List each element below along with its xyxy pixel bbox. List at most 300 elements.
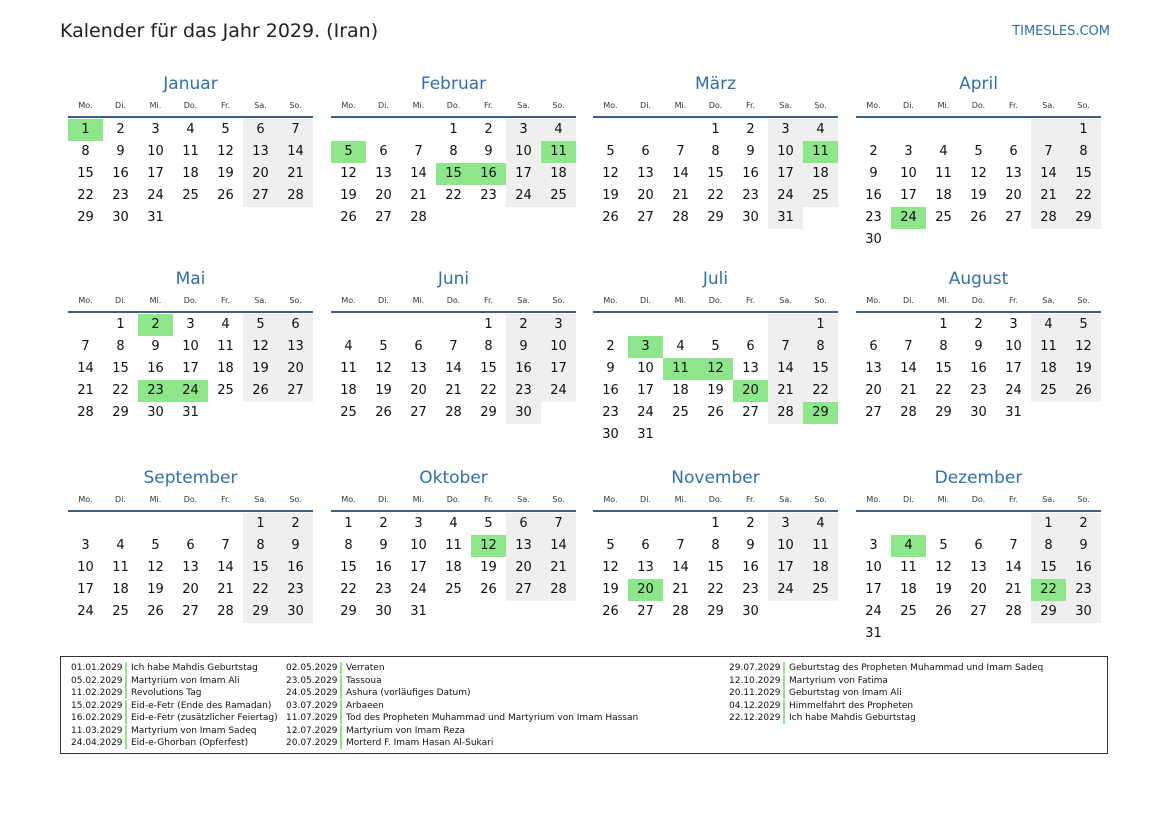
- day-cell: 18: [541, 163, 576, 185]
- day-cell: 18: [112, 582, 129, 597]
- day-cell: 27: [1005, 210, 1022, 225]
- day-cell: 21: [1005, 582, 1022, 597]
- day-cell: 27: [506, 579, 541, 601]
- day-cell: 5: [1066, 314, 1101, 336]
- empty-cell: [663, 314, 698, 336]
- day-cell: 28: [541, 579, 576, 601]
- day-cell: 2: [278, 513, 313, 535]
- legend-date: 15.02.2029: [71, 700, 127, 712]
- day-cell: 18: [935, 188, 952, 203]
- day-cell: 2: [869, 144, 878, 159]
- day-cell: 13: [865, 361, 882, 376]
- day-cell: 4: [344, 339, 353, 354]
- day-cell: 25: [112, 604, 129, 619]
- weekday-header: [331, 291, 576, 313]
- weekday-label: Di.: [115, 495, 126, 504]
- day-cell: 31: [410, 604, 427, 619]
- day-cell: 2: [746, 122, 755, 137]
- weekday-label: So.: [552, 495, 565, 504]
- legend-date: 12.07.2029: [286, 725, 342, 737]
- day-cell: 6: [506, 513, 541, 535]
- day-cell: 1: [484, 317, 493, 332]
- day-cell: 18: [803, 557, 838, 579]
- empty-cell: [961, 119, 996, 141]
- day-cell: 20: [375, 188, 392, 203]
- legend-item: [286, 737, 638, 750]
- empty-cell: [663, 119, 698, 141]
- day-cell: 11: [217, 339, 234, 354]
- day-cell: 20: [182, 582, 199, 597]
- weekday-label: Mi.: [149, 296, 162, 305]
- day-cell: 22: [803, 380, 838, 402]
- legend-holiday-name: Tassoua: [346, 675, 382, 686]
- legend-holiday-name: Verraten: [346, 663, 385, 674]
- day-cell: 24: [506, 185, 541, 207]
- weekday-label: Fr.: [483, 101, 494, 110]
- day-cell: 14: [445, 361, 462, 376]
- day-cell: 25: [803, 579, 838, 601]
- day-cell: 23: [112, 188, 129, 203]
- day-cell: 21: [278, 163, 313, 185]
- day-cell: 22: [243, 579, 278, 601]
- day-cell: 6: [1009, 144, 1018, 159]
- day-cell: 14: [77, 361, 94, 376]
- day-cell: 20: [410, 383, 427, 398]
- day-cell: 3: [541, 314, 576, 336]
- day-cell: 9: [116, 144, 125, 159]
- weekday-label: Mi.: [674, 495, 687, 504]
- day-cell: 16: [375, 560, 392, 575]
- day-cell: 19: [480, 560, 497, 575]
- day-cell: 15: [480, 361, 497, 376]
- day-cell: 17: [768, 557, 803, 579]
- day-cell: 14: [541, 535, 576, 557]
- day-cell: 15: [803, 358, 838, 380]
- day-cell: 20: [278, 358, 313, 380]
- month-12: [856, 466, 1101, 645]
- day-cell: 19: [217, 166, 234, 181]
- holiday-day-cell: 4: [891, 535, 926, 557]
- legend-holiday-name: Morterd F. Imam Hasan Al-Sukari: [346, 738, 494, 749]
- legend-holiday-name: Ashura (vorläufiges Datum): [346, 688, 471, 699]
- day-cell: 10: [147, 144, 164, 159]
- day-cell: 21: [77, 383, 94, 398]
- day-cell: 10: [541, 336, 576, 358]
- day-cell: 11: [112, 560, 129, 575]
- weekday-label: Di.: [903, 495, 914, 504]
- month-name: Oktober: [419, 468, 488, 488]
- weekday-label: Di.: [903, 296, 914, 305]
- day-cell: 17: [768, 163, 803, 185]
- weekday-label: Do.: [708, 101, 723, 110]
- day-cell: 25: [340, 405, 357, 420]
- day-grid: [331, 512, 576, 623]
- day-cell: 22: [707, 188, 724, 203]
- month-1: [68, 72, 313, 229]
- legend-holiday-name: Tod des Propheten Muhammad und Martyrium von Imam Hassan: [346, 713, 639, 724]
- day-grid: [593, 512, 838, 623]
- weekday-label: Sa.: [254, 101, 267, 110]
- month-8: [856, 267, 1101, 424]
- legend-date: 24.05.2029: [286, 687, 342, 699]
- day-cell: 27: [278, 380, 313, 402]
- day-cell: 8: [243, 535, 278, 557]
- day-cell: 26: [217, 188, 234, 203]
- day-cell: 18: [445, 560, 462, 575]
- weekday-label: Mo.: [603, 296, 618, 305]
- day-cell: 8: [81, 144, 90, 159]
- day-cell: 8: [803, 336, 838, 358]
- day-cell: 8: [116, 339, 125, 354]
- month-11: [593, 466, 838, 623]
- weekday-label: Do.: [708, 495, 723, 504]
- day-cell: 10: [637, 361, 654, 376]
- day-cell: 9: [1066, 535, 1101, 557]
- day-cell: 31: [147, 210, 164, 225]
- empty-cell: [996, 513, 1031, 535]
- legend-date: 11.07.2029: [286, 712, 342, 724]
- day-cell: 26: [707, 405, 724, 420]
- day-cell: 18: [182, 166, 199, 181]
- day-cell: 6: [974, 538, 983, 553]
- weekday-label: So.: [552, 296, 565, 305]
- day-cell: 19: [340, 188, 357, 203]
- day-cell: 30: [742, 604, 759, 619]
- weekday-label: So.: [289, 101, 302, 110]
- day-cell: 29: [707, 604, 724, 619]
- empty-cell: [593, 314, 628, 336]
- day-cell: 22: [1066, 185, 1101, 207]
- day-cell: 21: [410, 188, 427, 203]
- day-cell: 24: [77, 604, 94, 619]
- day-grid: [593, 313, 838, 446]
- day-cell: 3: [151, 122, 160, 137]
- empty-cell: [856, 513, 891, 535]
- day-cell: 4: [1031, 314, 1066, 336]
- legend-item: [71, 675, 278, 688]
- day-cell: 30: [278, 601, 313, 623]
- day-cell: 17: [1005, 361, 1022, 376]
- day-cell: 1: [243, 513, 278, 535]
- day-cell: 24: [865, 604, 882, 619]
- weekday-label: Fr.: [745, 296, 756, 305]
- day-cell: 26: [602, 604, 619, 619]
- day-cell: 3: [768, 119, 803, 141]
- weekday-label: So.: [814, 296, 827, 305]
- day-cell: 9: [151, 339, 160, 354]
- day-cell: 18: [340, 383, 357, 398]
- month-name: Juli: [702, 269, 729, 289]
- day-cell: 18: [217, 361, 234, 376]
- day-cell: 15: [707, 166, 724, 181]
- day-cell: 19: [970, 188, 987, 203]
- weekday-label: Fr.: [220, 296, 231, 305]
- weekday-label: Fr.: [220, 101, 231, 110]
- day-cell: 15: [243, 557, 278, 579]
- weekday-label: Sa.: [254, 495, 267, 504]
- weekday-label: Do.: [971, 296, 986, 305]
- weekday-label: Mo.: [866, 101, 881, 110]
- day-cell: 5: [974, 144, 983, 159]
- day-cell: 25: [803, 185, 838, 207]
- legend-item: [286, 687, 638, 700]
- day-cell: 13: [970, 560, 987, 575]
- day-cell: 7: [221, 538, 230, 553]
- day-cell: 25: [217, 383, 234, 398]
- weekday-label: Mi.: [937, 101, 950, 110]
- day-cell: 6: [746, 339, 755, 354]
- day-cell: 2: [484, 122, 493, 137]
- empty-cell: [173, 513, 208, 535]
- day-cell: 25: [182, 188, 199, 203]
- month-7: [593, 267, 838, 446]
- weekday-label: Di.: [640, 495, 651, 504]
- day-cell: 16: [970, 361, 987, 376]
- weekday-label: So.: [552, 101, 565, 110]
- legend-holiday-name: Arbaeen: [346, 700, 384, 711]
- weekday-label: Fr.: [1008, 495, 1019, 504]
- day-cell: 23: [375, 582, 392, 597]
- empty-cell: [593, 119, 628, 141]
- weekday-header: [68, 490, 313, 512]
- weekday-label: Mo.: [866, 495, 881, 504]
- empty-cell: [401, 119, 436, 141]
- day-cell: 27: [410, 405, 427, 420]
- legend-item: [729, 662, 1043, 675]
- empty-cell: [996, 119, 1031, 141]
- day-cell: 9: [869, 166, 878, 181]
- day-cell: 10: [506, 141, 541, 163]
- day-cell: 3: [506, 119, 541, 141]
- weekday-label: Sa.: [779, 495, 792, 504]
- legend-date: 01.01.2029: [71, 662, 127, 674]
- day-cell: 26: [147, 604, 164, 619]
- weekday-label: Fr.: [483, 296, 494, 305]
- weekday-header: [68, 96, 313, 118]
- day-cell: 13: [637, 166, 654, 181]
- day-cell: 21: [768, 380, 803, 402]
- day-cell: 12: [970, 166, 987, 181]
- day-cell: 19: [602, 582, 619, 597]
- day-cell: 19: [935, 582, 952, 597]
- legend-date: 29.07.2029: [729, 662, 785, 674]
- legend-date: 05.02.2029: [71, 675, 127, 687]
- page-title: Kalender für das Jahr 2029. (Iran): [60, 20, 379, 42]
- empty-cell: [593, 513, 628, 535]
- day-cell: 11: [340, 361, 357, 376]
- month-10: [331, 466, 576, 623]
- weekday-label: Mo.: [341, 495, 356, 504]
- day-cell: 5: [243, 314, 278, 336]
- holiday-day-cell: 20: [733, 380, 768, 402]
- weekday-label: Mi.: [149, 101, 162, 110]
- day-cell: 26: [602, 210, 619, 225]
- day-cell: 1: [1031, 513, 1066, 535]
- month-5: [68, 267, 313, 424]
- day-cell: 3: [768, 513, 803, 535]
- weekday-label: So.: [1077, 101, 1090, 110]
- day-cell: 2: [606, 339, 615, 354]
- holiday-legend: [60, 656, 1108, 754]
- day-cell: 29: [77, 210, 94, 225]
- day-cell: 24: [1005, 383, 1022, 398]
- weekday-label: Fr.: [745, 101, 756, 110]
- day-grid: [331, 313, 576, 424]
- weekday-label: Sa.: [779, 296, 792, 305]
- day-cell: 17: [147, 166, 164, 181]
- brand-link[interactable]: TIMESLES.COM: [1012, 24, 1110, 39]
- empty-cell: [103, 513, 138, 535]
- legend-holiday-name: Geburtstag des Propheten Muhammad und Imam Sadeq: [789, 663, 1044, 674]
- weekday-label: Fr.: [1008, 296, 1019, 305]
- day-cell: 12: [602, 560, 619, 575]
- day-cell: 4: [116, 538, 125, 553]
- weekday-header: [856, 96, 1101, 118]
- legend-item: [71, 712, 278, 725]
- day-cell: 28: [672, 210, 689, 225]
- day-cell: 6: [186, 538, 195, 553]
- day-cell: 28: [672, 604, 689, 619]
- weekday-label: Sa.: [517, 495, 530, 504]
- weekday-label: Mi.: [149, 495, 162, 504]
- empty-cell: [856, 119, 891, 141]
- weekday-label: So.: [814, 495, 827, 504]
- day-cell: 16: [506, 358, 541, 380]
- day-cell: 5: [151, 538, 160, 553]
- day-cell: 28: [900, 405, 917, 420]
- weekday-label: Do.: [971, 101, 986, 110]
- weekday-label: Mo.: [78, 296, 93, 305]
- day-cell: 5: [221, 122, 230, 137]
- day-cell: 24: [637, 405, 654, 420]
- day-cell: 30: [147, 405, 164, 420]
- day-cell: 12: [243, 336, 278, 358]
- day-cell: 9: [746, 538, 755, 553]
- empty-cell: [366, 314, 401, 336]
- day-cell: 26: [1066, 380, 1101, 402]
- weekday-label: Do.: [446, 101, 461, 110]
- day-cell: 10: [1005, 339, 1022, 354]
- legend-date: 04.12.2029: [729, 700, 785, 712]
- day-cell: 15: [935, 361, 952, 376]
- day-cell: 17: [506, 163, 541, 185]
- day-grid: [856, 118, 1101, 251]
- weekday-label: So.: [289, 495, 302, 504]
- day-cell: 9: [484, 144, 493, 159]
- weekday-label: Mi.: [937, 296, 950, 305]
- day-cell: 6: [243, 119, 278, 141]
- day-cell: 7: [768, 336, 803, 358]
- day-cell: 1: [449, 122, 458, 137]
- day-cell: 27: [243, 185, 278, 207]
- day-cell: 20: [637, 188, 654, 203]
- day-cell: 31: [182, 405, 199, 420]
- legend-item: [286, 712, 638, 725]
- legend-holiday-name: Ich habe Mahdis Geburtstag: [789, 713, 916, 724]
- day-cell: 25: [672, 405, 689, 420]
- legend-holiday-name: Eid-e-Fetr (zusätzlicher Feiertag): [131, 713, 278, 724]
- legend-date: 24.04.2029: [71, 737, 127, 749]
- weekday-label: Fr.: [483, 495, 494, 504]
- weekday-header: [856, 291, 1101, 313]
- legend-holiday-name: Revolutions Tag: [131, 688, 202, 699]
- day-cell: 20: [1005, 188, 1022, 203]
- day-cell: 29: [1031, 601, 1066, 623]
- day-cell: 7: [1031, 141, 1066, 163]
- day-cell: 28: [278, 185, 313, 207]
- day-cell: 13: [278, 336, 313, 358]
- legend-item: [71, 662, 278, 675]
- day-cell: 3: [1009, 317, 1018, 332]
- day-cell: 15: [340, 560, 357, 575]
- day-cell: 28: [217, 604, 234, 619]
- weekday-label: Mi.: [412, 101, 425, 110]
- day-cell: 10: [768, 141, 803, 163]
- day-cell: 21: [541, 557, 576, 579]
- day-cell: 11: [445, 538, 462, 553]
- weekday-label: So.: [289, 296, 302, 305]
- day-cell: 29: [480, 405, 497, 420]
- day-cell: 16: [602, 383, 619, 398]
- legend-holiday-name: Martyrium von Imam Sadeq: [131, 725, 257, 736]
- weekday-label: Sa.: [1042, 495, 1055, 504]
- day-cell: 25: [445, 582, 462, 597]
- day-cell: 18: [1031, 358, 1066, 380]
- day-cell: 26: [340, 210, 357, 225]
- day-cell: 3: [414, 516, 423, 531]
- day-cell: 17: [541, 358, 576, 380]
- day-cell: 9: [746, 144, 755, 159]
- day-cell: 26: [970, 210, 987, 225]
- legend-column: [729, 662, 1043, 725]
- legend-item: [286, 662, 638, 675]
- weekday-label: Mo.: [78, 495, 93, 504]
- day-cell: 13: [243, 141, 278, 163]
- month-9: [68, 466, 313, 623]
- weekday-label: Do.: [183, 101, 198, 110]
- month-3: [593, 72, 838, 229]
- day-cell: 2: [116, 122, 125, 137]
- holiday-day-cell: 12: [471, 535, 506, 557]
- day-cell: 11: [1031, 336, 1066, 358]
- day-cell: 31: [1005, 405, 1022, 420]
- day-cell: 23: [865, 210, 882, 225]
- day-cell: 15: [1066, 163, 1101, 185]
- day-cell: 16: [742, 560, 759, 575]
- legend-item: [286, 725, 638, 738]
- holiday-day-cell: 12: [698, 358, 733, 380]
- day-cell: 29: [243, 601, 278, 623]
- day-cell: 14: [900, 361, 917, 376]
- day-cell: 21: [445, 383, 462, 398]
- empty-cell: [208, 513, 243, 535]
- legend-holiday-name: Ich habe Mahdis Geburtstag: [131, 663, 258, 674]
- day-cell: 7: [676, 538, 685, 553]
- day-cell: 8: [484, 339, 493, 354]
- legend-date: 12.10.2029: [729, 675, 785, 687]
- day-cell: 22: [340, 582, 357, 597]
- empty-cell: [891, 119, 926, 141]
- day-cell: 30: [1066, 601, 1101, 623]
- legend-item: [71, 737, 278, 750]
- day-cell: 19: [243, 358, 278, 380]
- day-cell: 7: [414, 144, 423, 159]
- day-cell: 14: [672, 560, 689, 575]
- legend-date: 03.07.2029: [286, 700, 342, 712]
- day-cell: 19: [1066, 358, 1101, 380]
- legend-holiday-name: Martyrium von Fatima: [789, 675, 888, 686]
- day-cell: 23: [602, 405, 619, 420]
